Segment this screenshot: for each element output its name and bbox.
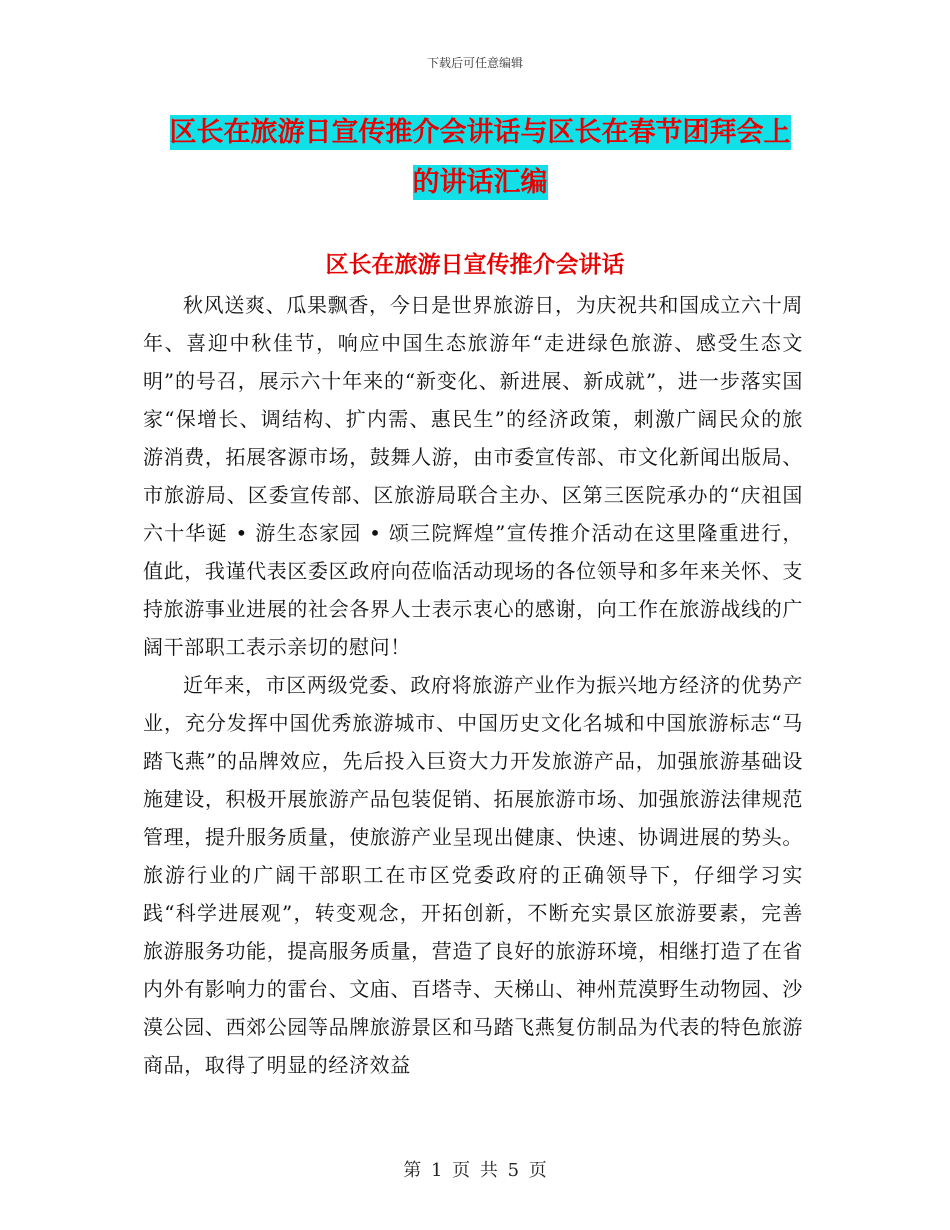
body-text — [143, 286, 803, 1084]
document-title — [150, 108, 810, 208]
document-title-line-2: 的讲话汇编 — [412, 167, 548, 198]
document-title-line-1: 区长在旅游日宣传推介会讲话与区长在春节团拜会上 — [169, 117, 791, 148]
paragraph: 近年来，市区两级党委、政府将旅游产业作为振兴地方经济的优势产业，充分发挥中国优秀旅游城市、中国历史文化名城和中国旅游标志“马踏飞燕”的品牌效应，先后投入巨资大力开发旅游产品，加强旅游基础设施建设，积极开展旅游产品包装促销、拓展旅游市场、加强旅游法律规范管理，提升服务质量，使旅游产业呈现出健康、快速、协调进展的势头。旅游行业的广阔干部职工在市区党委政府的正确领导下，仔细学习实践“科学进展观”，转变观念，开拓创新，不断充实景区旅游要素，完善旅游服务功能，提高服务质量，营造了良好的旅游环境，相继打造了在省内外有影响力的雷台、文庙、百塔寺、天梯山、神州荒漠野生动物园、沙漠公园、西郊公园等品牌旅游景区和马踏飞燕复仿制品为代表的特色旅游商品，取得了明显的经济效益 — [143, 673, 803, 1077]
section-title: 区长在旅游日宣传推介会讲话 — [325, 252, 625, 278]
header-note: 下载后可任意编辑 — [426, 56, 523, 70]
page-footer: 第 1 页 共 5 页 — [403, 1160, 547, 1181]
paragraph: 秋风送爽、瓜果飘香，今日是世界旅游日，为庆祝共和国成立六十周年、喜迎中秋佳节，响应中国生态旅游年“走进绿色旅游、感受生态文明”的号召，展示六十年来的“新变化、新进展、新成就”，进一步落实国家“保增长、调结构、扩内需、惠民生”的经济政策，刺激广阔民众的旅游消费，拓展客源市场，鼓舞人游，由市委宣传部、市文化新闻出版局、市旅游局、区委宣传部、区旅游局联合主办、区第三医院承办的“庆祖国六十华诞 • 游生态家园 • 颂三院辉煌”宣传推介活动在这里隆重进行，值此，我谨代表区委区政府向莅临活动现场的各位领导和多年来关怀、支持旅游事业进展的社会各界人士表示衷心的感谢，向工作在旅游战线的广阔干部职工表示亲切的慰问！ — [143, 293, 803, 659]
